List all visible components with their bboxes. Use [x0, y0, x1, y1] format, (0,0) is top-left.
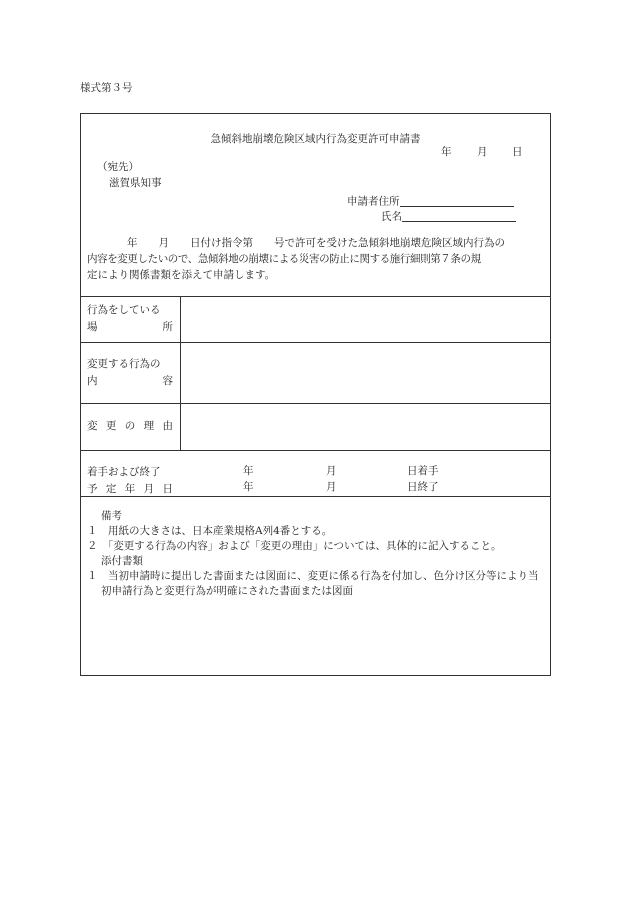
note-item: ２ 「変更する行為の内容」および「変更の理由」については、具体的に記入すること。: [87, 540, 502, 552]
row-label-location: [87, 302, 173, 336]
applicant-name: [381, 209, 516, 222]
application-form: [80, 113, 551, 676]
label-line: 予 定 年 月 日: [87, 483, 173, 495]
addressee-prefix: （宛先）: [97, 161, 139, 173]
label-line: 変更する行為の: [87, 358, 161, 370]
attachment-item: １ 当初申請時に提出した書面または図面に、変更に係る行為を付加し、色分け区分等により当初申請行為と変更行為が明確にされた書面または図面: [87, 570, 539, 597]
attachments-heading: 添付書類: [101, 555, 143, 567]
statement-line: 内容を変更したいので、急傾斜地の崩壊による災害の防止に関する施行細則第７条の規: [87, 253, 481, 265]
date-month: 月: [477, 146, 488, 158]
start-suffix: 日着手: [407, 465, 439, 477]
label-line: 行為をしている: [87, 304, 161, 316]
table-divider: [81, 450, 550, 451]
label-line: 場 所: [87, 321, 173, 333]
applicant-name-label: 氏名: [381, 210, 402, 223]
row-label-reason: [87, 418, 173, 435]
notes-section: [87, 509, 546, 599]
applicant-name-field[interactable]: [402, 209, 516, 222]
change-content-field[interactable]: [181, 343, 551, 403]
form-number: 様式第３号: [80, 82, 133, 94]
end-suffix: 日終了: [407, 481, 439, 493]
statement-line: 定により関係書類を添えて申請します。: [87, 269, 276, 281]
row-label-period: [87, 464, 173, 498]
start-year: 年: [243, 465, 254, 477]
note-item: １ 用紙の大きさは、日本産業規格A列4番とする。: [87, 525, 333, 537]
applicant-address: [347, 194, 514, 207]
addressee-name: 滋賀県知事: [109, 177, 162, 189]
form-title: 急傾斜地崩壊危険区域内行為変更許可申請書: [210, 133, 421, 145]
reason-field[interactable]: [181, 404, 551, 450]
end-month: 月: [326, 481, 337, 493]
notes-heading: 備考: [101, 510, 122, 522]
label-line: 内 容: [87, 375, 173, 387]
row-label-change-content: [87, 356, 173, 390]
application-statement: [87, 235, 546, 283]
date-day: 日: [512, 146, 523, 158]
location-field[interactable]: [181, 297, 551, 342]
date-year: 年: [441, 146, 452, 158]
end-year: 年: [243, 481, 254, 493]
label-line: 変 更 の 理 由: [87, 420, 173, 432]
statement-line: 年 月 日付け指令第 号で許可を受けた急傾斜地崩壊危険区域内行為の: [127, 237, 505, 249]
applicant-address-label: 申請者住所: [347, 195, 400, 208]
start-month: 月: [326, 465, 337, 477]
applicant-address-field[interactable]: [400, 194, 514, 207]
label-line: 着手および終了: [87, 466, 161, 478]
